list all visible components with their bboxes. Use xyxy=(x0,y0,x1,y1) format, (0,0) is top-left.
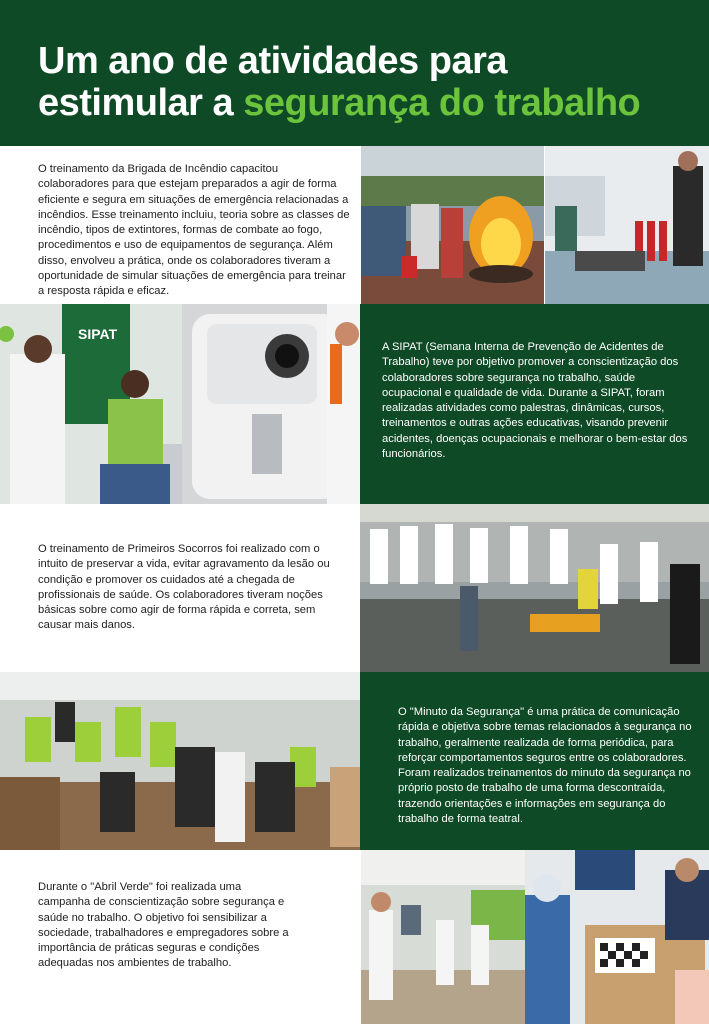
title-line-2-plain: estimular a xyxy=(38,82,244,124)
primeiros-socorros-panel xyxy=(0,504,360,672)
sipat-banner-label: SIPAT xyxy=(78,326,118,342)
chess-activity-photo xyxy=(525,850,709,1024)
minuto-panel xyxy=(360,672,709,850)
team-group-photo xyxy=(0,672,360,850)
abril-verde-panel xyxy=(0,850,360,1024)
first-aid-drill-photo xyxy=(360,504,709,672)
sipat-text: A SIPAT (Semana Interna de Prevenção de Acidentes de Trabalho) teve por objetivo promover a conscientização dos colaboradores sobre segurança no trabalho, saúde ocupacional e qualidade de vida. Durante a SIPAT, foram realizadas atividades como palestras, dinâmicas, cursos, treinamentos e outras ações educativas, visando prevenir acidentes, doenças ocupacionais e melhorar o bem-estar dos funcionários. xyxy=(382,341,688,461)
extinguisher-class-photo xyxy=(545,146,709,304)
abril-verde-text: Durante o "Abril Verde" foi realizada uma campanha de conscientização sobre segurança e saúde no trabalho. O objetivo foi sensibilizar a sociedade, trabalhadores e empregadores sobre a importância de práticas seguras e condições adequadas nos ambientes de trabalho. xyxy=(38,881,289,970)
awareness-campaign-photo xyxy=(361,850,525,1024)
page-title xyxy=(38,40,640,124)
title-line-2-accent: segurança do trabalho xyxy=(243,82,641,124)
brigada-text: O treinamento da Brigada de Incêndio capacitou colaboradores para que estejam preparados a agir de forma eficiente e segura em situações de emergência relacionadas a incêndios. Esse treinamento incluiu, teoria sobre as classes de incêndio, tipos de extintores, formas de combate ao fogo, procedimentos e uso de equipamentos de segurança. Além disso, envolveu a prática, onde os colaboradores tiveram a oportunidade de simular situações de emergência para treinar a resposta rápida e eficaz. xyxy=(38,163,350,298)
sipat-panel xyxy=(360,304,709,504)
health-screening-photo xyxy=(0,304,182,504)
page-header xyxy=(0,0,709,146)
eye-exam-photo xyxy=(182,304,360,504)
brigada-panel xyxy=(0,146,360,304)
primeiros-socorros-text: O treinamento de Primeiros Socorros foi realizado com o intuito de preservar a vida, evitar agravamento da lesão ou condição e promover os cuidados até a chegada de profissionais de saúde. Os colaboradores tiveram noções básicas sobre como agir de forma rápida e correta, sem causar mais danos. xyxy=(38,543,330,632)
fire-training-photo xyxy=(361,146,544,304)
title-line-1: Um ano de atividades para xyxy=(38,40,507,82)
minuto-text: O "Minuto da Segurança" é uma prática de comunicação rápida e objetiva sobre temas relacionados à segurança no trabalho, geralmente realizada de forma periódica, para reforçar comportamentos seguros entre os colaboradores. Foram realizados treinamentos do minuto da segurança no próprio posto de trabalho de uma forma descontraída, trazendo orientações e informações em segurança do trabalho de forma teatral. xyxy=(398,706,692,826)
